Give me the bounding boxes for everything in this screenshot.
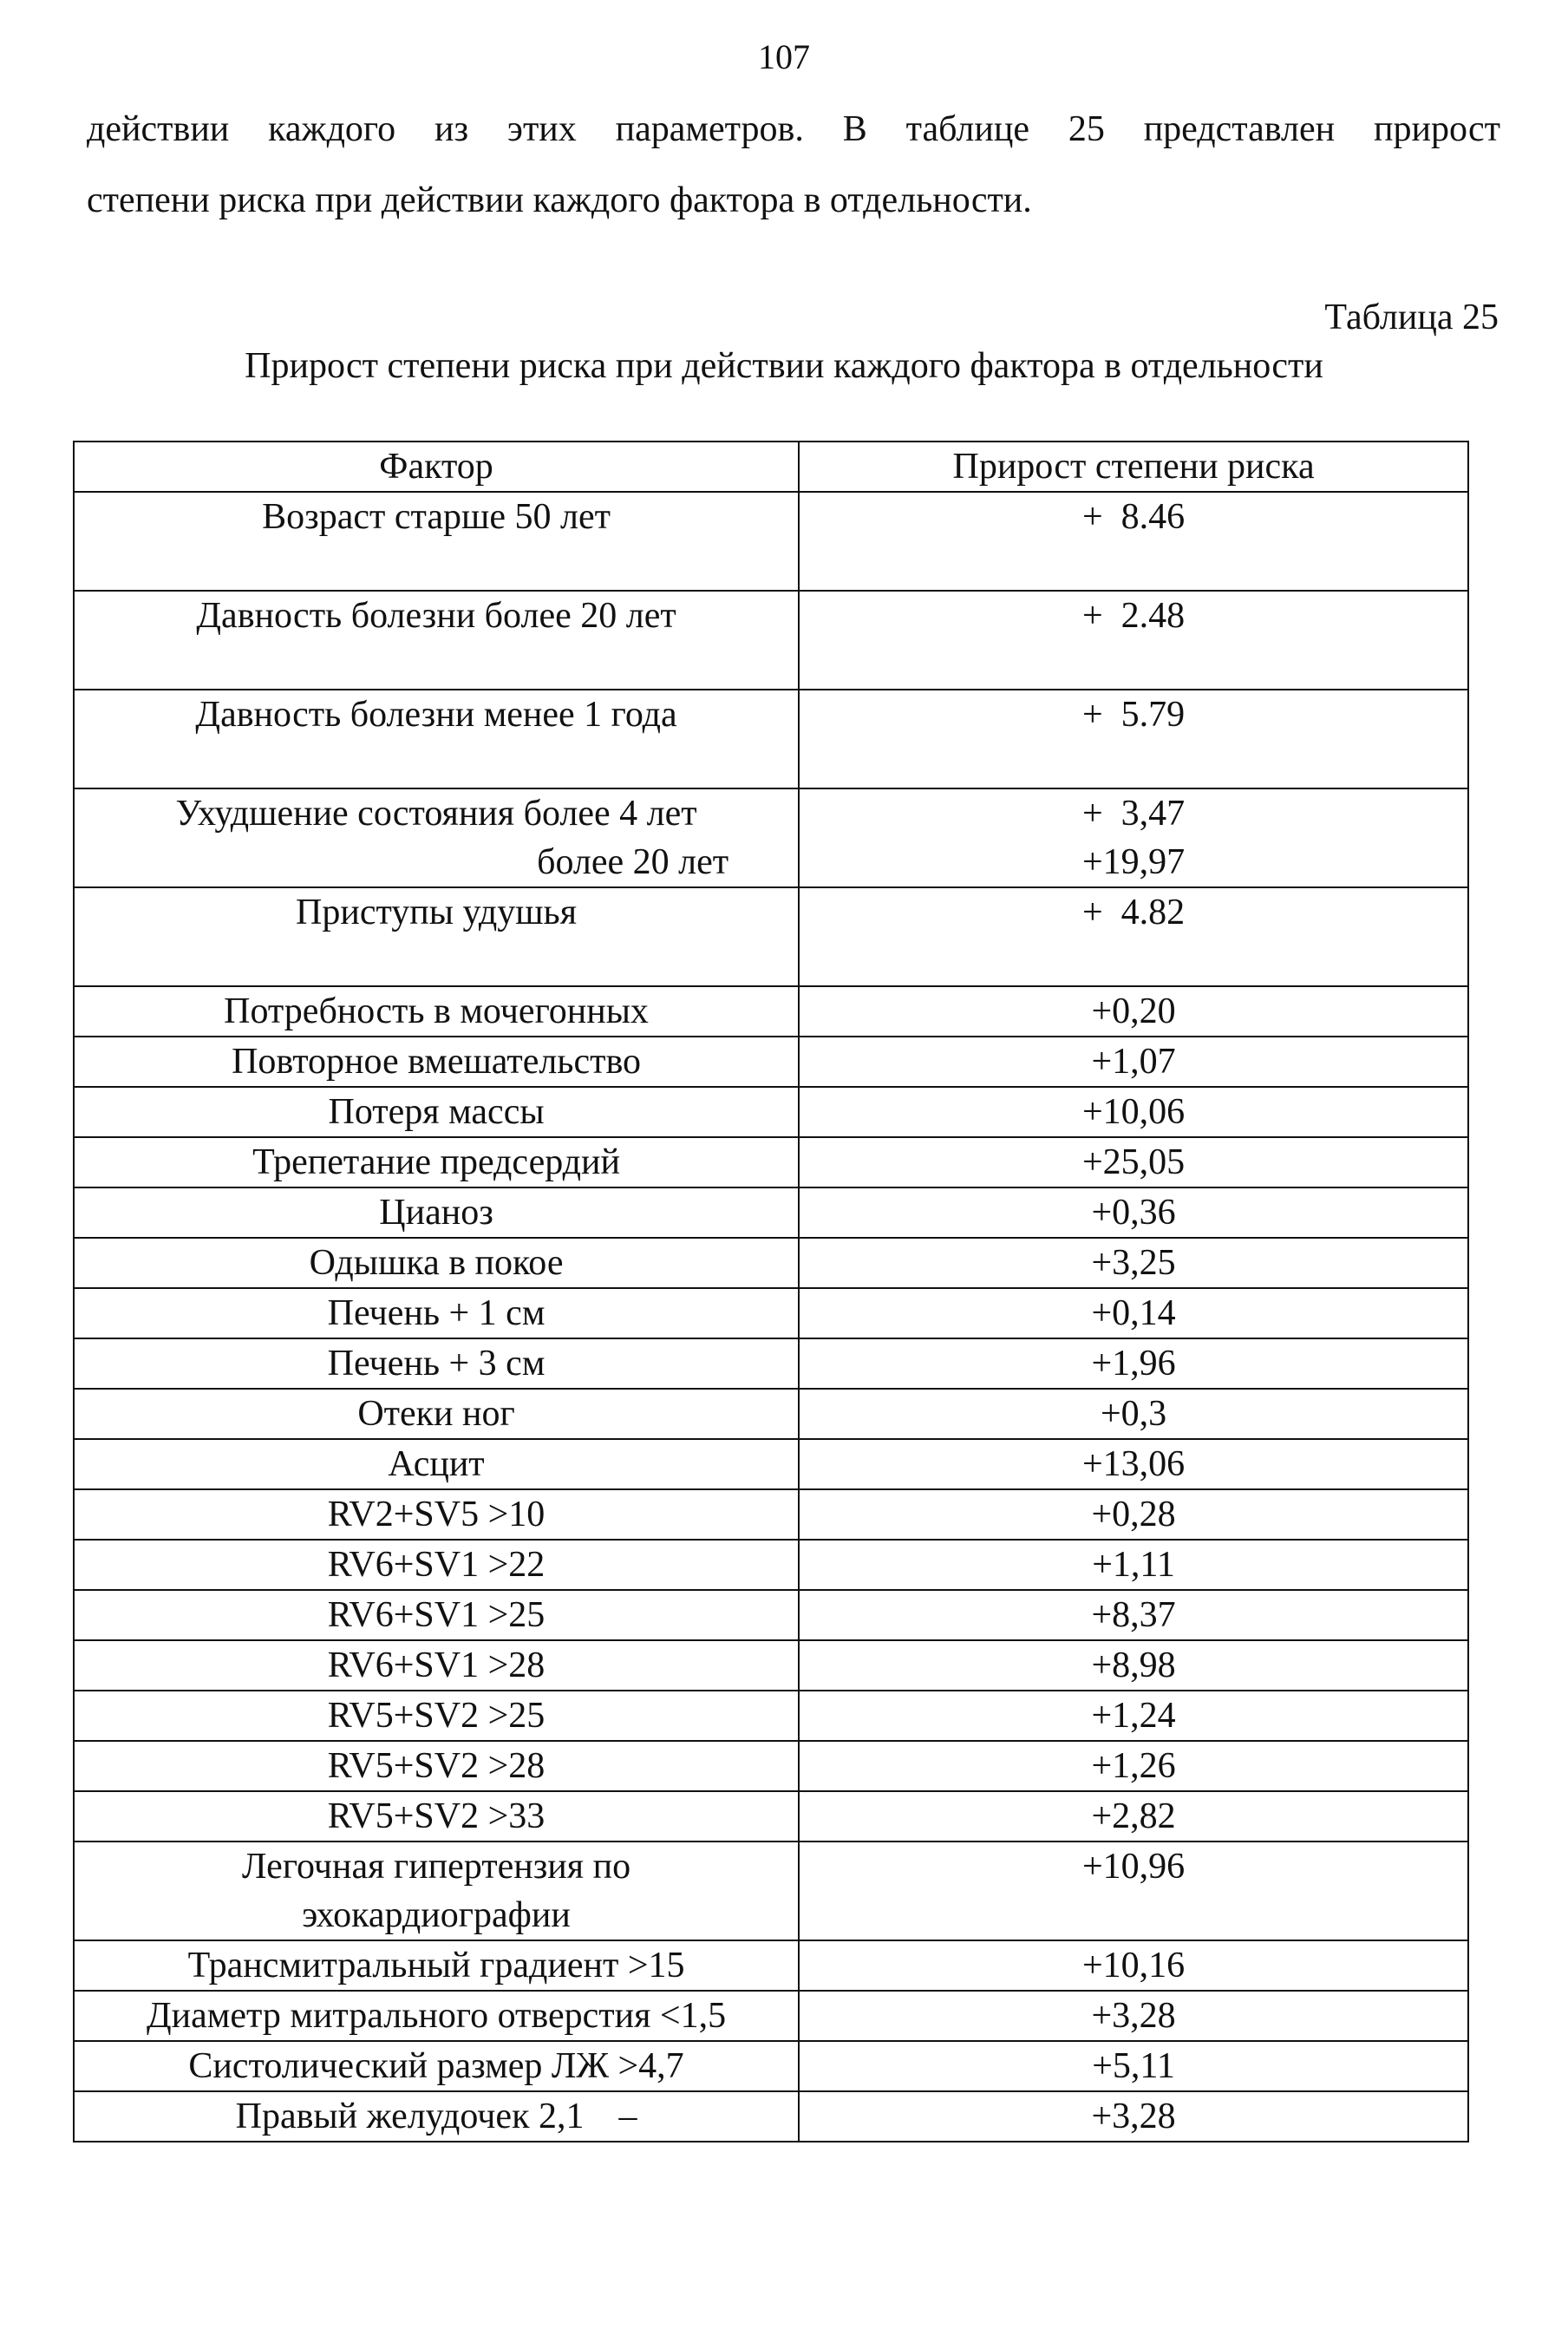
intro-paragraph bbox=[87, 94, 1500, 236]
factor-cell bbox=[74, 2091, 799, 2142]
factor-cell bbox=[74, 1842, 799, 1940]
value-cell bbox=[799, 1238, 1468, 1288]
value-cell bbox=[799, 1940, 1468, 1991]
factor-text: Одышка в покое bbox=[309, 1243, 564, 1283]
factor-text: Печень + 1 см bbox=[327, 1293, 546, 1333]
value-cell bbox=[799, 2091, 1468, 2142]
table-row bbox=[74, 1389, 1468, 1439]
factor-text: Потребность в мочегонных bbox=[224, 991, 649, 1031]
table-body bbox=[74, 492, 1468, 2142]
value-text: +0,28 bbox=[1091, 1495, 1176, 1534]
factor-cell bbox=[74, 1791, 799, 1842]
value-cell bbox=[799, 1187, 1468, 1238]
value-text: +3,25 bbox=[1091, 1243, 1176, 1283]
factor-text: Возраст старше 50 лет bbox=[262, 497, 611, 537]
factor-cell bbox=[74, 1137, 799, 1187]
table-row bbox=[74, 2041, 1468, 2091]
value-cell bbox=[799, 1741, 1468, 1791]
factor-text-line-2: более 20 лет bbox=[537, 842, 729, 882]
factor-cell bbox=[74, 1991, 799, 2041]
factor-text: Систолический размер ЛЖ >4,7 bbox=[188, 2046, 684, 2086]
value-cell bbox=[799, 1540, 1468, 1590]
factor-cell bbox=[74, 1389, 799, 1439]
value-cell bbox=[799, 1691, 1468, 1741]
table-header-row bbox=[74, 442, 1468, 492]
factor-text: Диаметр митрального отверстия <1,5 bbox=[147, 1996, 727, 2036]
intro-line-2: степени риска при действии каждого фактора в отдельности. bbox=[87, 180, 1032, 220]
table-row bbox=[74, 1087, 1468, 1137]
value-text: +2,82 bbox=[1091, 1796, 1176, 1836]
value-text: + 5.79 bbox=[1081, 695, 1186, 735]
table-row bbox=[74, 1137, 1468, 1187]
value-cell bbox=[799, 1991, 1468, 2041]
factor-cell bbox=[74, 1489, 799, 1540]
factor-text: Асцит bbox=[388, 1444, 485, 1484]
factor-cell bbox=[74, 690, 799, 788]
value-cell bbox=[799, 986, 1468, 1037]
header-value: Прирост степени риска bbox=[799, 442, 1468, 492]
factor-cell bbox=[74, 591, 799, 690]
table-row bbox=[74, 690, 1468, 788]
value-text: +1,24 bbox=[1091, 1696, 1176, 1736]
table-row bbox=[74, 1691, 1468, 1741]
factor-cell bbox=[74, 986, 799, 1037]
table-row bbox=[74, 1187, 1468, 1238]
value-cell bbox=[799, 1288, 1468, 1338]
value-text: +3,28 bbox=[1091, 1996, 1176, 2036]
factor-text: Отеки ног bbox=[357, 1394, 515, 1434]
value-text: +3,28 bbox=[1091, 2097, 1176, 2136]
value-text: +1,11 bbox=[1092, 1545, 1175, 1585]
value-cell bbox=[799, 1439, 1468, 1489]
table-row bbox=[74, 492, 1468, 591]
factor-cell bbox=[74, 1540, 799, 1590]
value-cell bbox=[799, 1389, 1468, 1439]
table-row bbox=[74, 591, 1468, 690]
factor-text: Ухудшение состояния более 4 лет bbox=[175, 794, 697, 834]
value-text: +0,20 bbox=[1091, 991, 1176, 1031]
table-row bbox=[74, 1037, 1468, 1087]
table-row bbox=[74, 1238, 1468, 1288]
value-cell bbox=[799, 887, 1468, 986]
factor-cell bbox=[74, 1338, 799, 1389]
value-cell bbox=[799, 788, 1468, 887]
table-row bbox=[74, 1640, 1468, 1691]
table-caption: Прирост степени риска при действии каждого фактора в отдельности bbox=[245, 346, 1323, 386]
value-cell bbox=[799, 1590, 1468, 1640]
value-cell bbox=[799, 492, 1468, 591]
intro-line-1: действии каждого из этих параметров. В таблице 25 представлен прирост bbox=[87, 109, 1500, 149]
table-row bbox=[74, 887, 1468, 986]
table-row bbox=[74, 1590, 1468, 1640]
factor-cell bbox=[74, 1037, 799, 1087]
value-text: +10,16 bbox=[1081, 1946, 1186, 1985]
value-text: +0,14 bbox=[1091, 1293, 1176, 1333]
value-cell bbox=[799, 1137, 1468, 1187]
factor-cell bbox=[74, 788, 799, 887]
value-cell bbox=[799, 1087, 1468, 1137]
factor-cell bbox=[74, 1741, 799, 1791]
value-text: +8,98 bbox=[1091, 1645, 1176, 1685]
value-cell bbox=[799, 591, 1468, 690]
factor-cell bbox=[74, 2041, 799, 2091]
value-text: +5,11 bbox=[1092, 2046, 1175, 2086]
table-row bbox=[74, 986, 1468, 1037]
factor-text: RV6+SV1 >25 bbox=[327, 1595, 546, 1635]
table-number: Таблица 25 bbox=[1324, 298, 1499, 337]
value-cell bbox=[799, 1489, 1468, 1540]
table-row bbox=[74, 1540, 1468, 1590]
factor-text: Повторное вмешательство bbox=[232, 1042, 642, 1082]
value-cell bbox=[799, 690, 1468, 788]
value-text: +1,07 bbox=[1091, 1042, 1176, 1082]
value-cell bbox=[799, 1791, 1468, 1842]
factor-text: RV5+SV2 >33 bbox=[327, 1796, 546, 1836]
value-text: +10,96 bbox=[1081, 1847, 1186, 1887]
table-row bbox=[74, 788, 1468, 887]
table-row bbox=[74, 2091, 1468, 2142]
page-number: 107 bbox=[758, 37, 810, 76]
factor-text: Печень + 3 см bbox=[327, 1344, 546, 1384]
factor-cell bbox=[74, 492, 799, 591]
factor-text: Цианоз bbox=[379, 1193, 493, 1233]
value-text: +8,37 bbox=[1091, 1595, 1176, 1635]
factor-text: RV5+SV2 >28 bbox=[327, 1746, 546, 1786]
factor-cell bbox=[74, 1087, 799, 1137]
value-text: +10,06 bbox=[1081, 1092, 1186, 1132]
factor-text: RV6+SV1 >28 bbox=[327, 1645, 546, 1685]
value-cell bbox=[799, 1037, 1468, 1087]
value-text: + 2.48 bbox=[1081, 596, 1186, 636]
value-text: + 8.46 bbox=[1081, 497, 1186, 537]
value-cell bbox=[799, 2041, 1468, 2091]
table-row bbox=[74, 1741, 1468, 1791]
table-row bbox=[74, 1940, 1468, 1991]
value-text: + 4.82 bbox=[1081, 893, 1186, 932]
table-row bbox=[74, 1991, 1468, 2041]
factor-cell bbox=[74, 887, 799, 986]
factor-text: RV5+SV2 >25 bbox=[327, 1696, 546, 1736]
value-text: +25,05 bbox=[1081, 1142, 1186, 1182]
header-factor: Фактор bbox=[74, 442, 799, 492]
value-text: +0,3 bbox=[1100, 1394, 1167, 1434]
factor-text-line-2: эхокардиографии bbox=[302, 1895, 571, 1935]
factor-cell bbox=[74, 1288, 799, 1338]
factor-cell bbox=[74, 1590, 799, 1640]
risk-table bbox=[73, 441, 1469, 2142]
table-row bbox=[74, 1288, 1468, 1338]
factor-cell bbox=[74, 1640, 799, 1691]
factor-text: RV2+SV5 >10 bbox=[327, 1495, 546, 1534]
factor-suffix: – bbox=[618, 2097, 637, 2136]
factor-text: Потеря массы bbox=[328, 1092, 545, 1132]
value-text-line-2: +19,97 bbox=[1081, 842, 1186, 882]
factor-text: Трансмитральный градиент >15 bbox=[187, 1946, 685, 1985]
factor-text: Давность болезни менее 1 года bbox=[195, 695, 677, 735]
factor-text: RV6+SV1 >22 bbox=[327, 1545, 546, 1585]
factor-cell bbox=[74, 1187, 799, 1238]
value-text: + 3,47 bbox=[1081, 794, 1186, 834]
factor-cell bbox=[74, 1940, 799, 1991]
factor-cell bbox=[74, 1439, 799, 1489]
factor-text: Легочная гипертензия по bbox=[241, 1847, 631, 1887]
table-row bbox=[74, 1338, 1468, 1389]
factor-text: Давность болезни более 20 лет bbox=[196, 596, 676, 636]
factor-text-wrap bbox=[83, 2092, 789, 2141]
factor-cell bbox=[74, 1691, 799, 1741]
table-row bbox=[74, 1842, 1468, 1940]
value-cell bbox=[799, 1640, 1468, 1691]
value-text: +1,26 bbox=[1091, 1746, 1176, 1786]
factor-cell bbox=[74, 1238, 799, 1288]
value-cell bbox=[799, 1842, 1468, 1940]
table-row bbox=[74, 1489, 1468, 1540]
value-cell bbox=[799, 1338, 1468, 1389]
value-text: +1,96 bbox=[1091, 1344, 1176, 1384]
factor-text: Правый желудочек 2,1 bbox=[235, 2097, 585, 2136]
value-text: +13,06 bbox=[1081, 1444, 1186, 1484]
table-row bbox=[74, 1791, 1468, 1842]
factor-text: Трепетание предсердий bbox=[252, 1142, 620, 1182]
factor-text: Приступы удушья bbox=[296, 893, 578, 932]
value-text: +0,36 bbox=[1091, 1193, 1176, 1233]
table-row bbox=[74, 1439, 1468, 1489]
